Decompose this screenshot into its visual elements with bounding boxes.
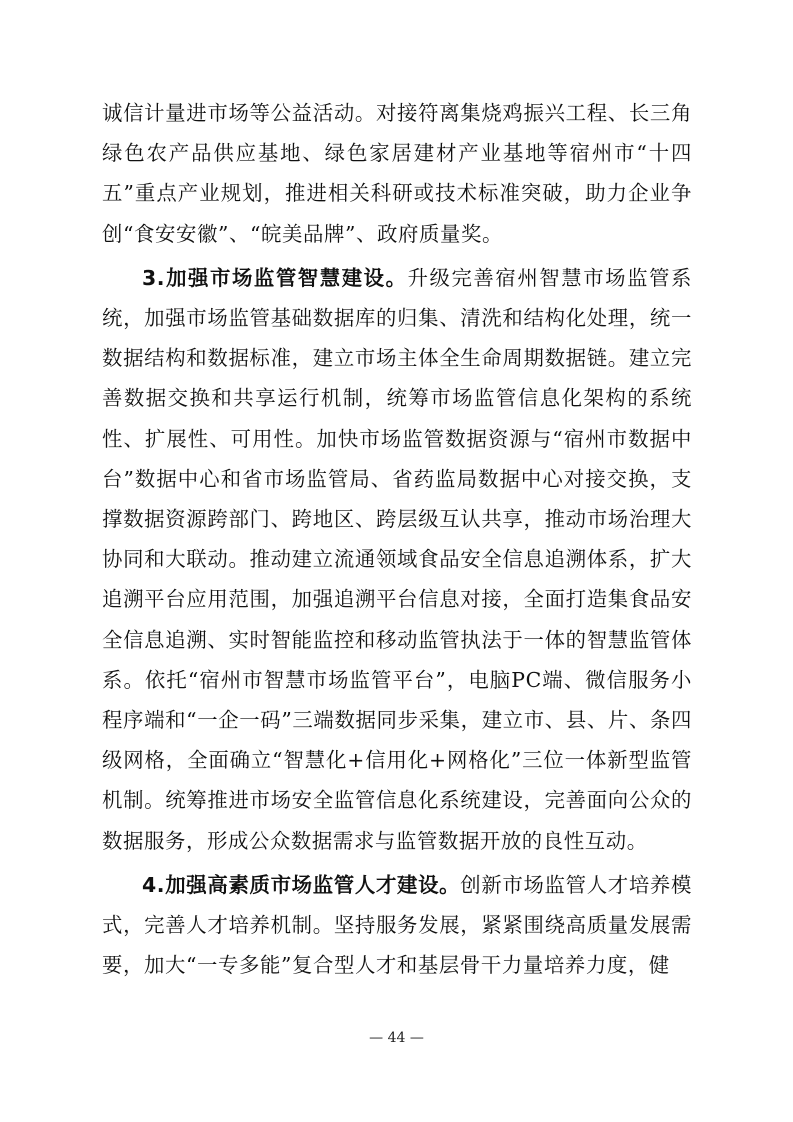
paragraph-continuation bbox=[102, 93, 692, 254]
paragraph-text: 诚信计量进市场等公益活动。对接符离集烧鸡振兴工程、长三角绿色农产品供应基地、绿色家居建材产业基地等宿州市“十四五”重点产业规划，推进相关科研或技术标准突破，助力企业争创“食安安徽”、“皖美品牌”、政府质量奖。 bbox=[102, 101, 692, 246]
paragraph-text: 创新市场监管人才培养模式，完善人才培养机制。坚持服务发展，紧紧围绕高质量发展需要，加大“一专多能”复合型人才和基层骨干力量培养力度，健 bbox=[102, 872, 692, 978]
paragraph-section-4 bbox=[102, 865, 692, 986]
section-heading: 3.加强市场监管智慧建设。 bbox=[142, 265, 408, 290]
paragraph-section-3 bbox=[102, 258, 692, 861]
document-body bbox=[102, 93, 692, 985]
section-heading: 4.加强高素质市场监管人才建设。 bbox=[142, 872, 461, 897]
paragraph-text: 升级完善宿州智慧市场监管系统，加强市场监管基础数据库的归集、清洗和结构化处理，统一数据结构和数据标准，建立市场主体全生命周期数据链。建立完善数据交换和共享运行机制，统筹市场监管信息化架构的系统性、扩展性、可用性。加快市场监管数据资源与“宿州市数据中台”数据中心和省市场监管局、省药监局数据中心对接交换，支撑数据资源跨部门、跨地区、跨层级互认共享，推动市场治理大协同和大联动。推动建立流通领域食品安全信息追溯体系，扩大追溯平台应用范围，加强追溯平台信息对接，全面打造集食品安全信息追溯、实时智能监控和移动监管执法于一体的智慧监管体系。依托“宿州市智慧市场监管平台”，电脑PC端、微信服务小程序端和“一企一码”三端数据同步采集，建立市、县、片、条四级网格，全面确立“智慧化+信用化+网格化”三位一体新型监管机制。统筹推进市场安全监管信息化系统建设，完善面向公众的数据服务，形成公众数据需求与监管数据开放的良性互动。 bbox=[102, 265, 692, 853]
page-number: — 44 — bbox=[369, 1030, 424, 1046]
